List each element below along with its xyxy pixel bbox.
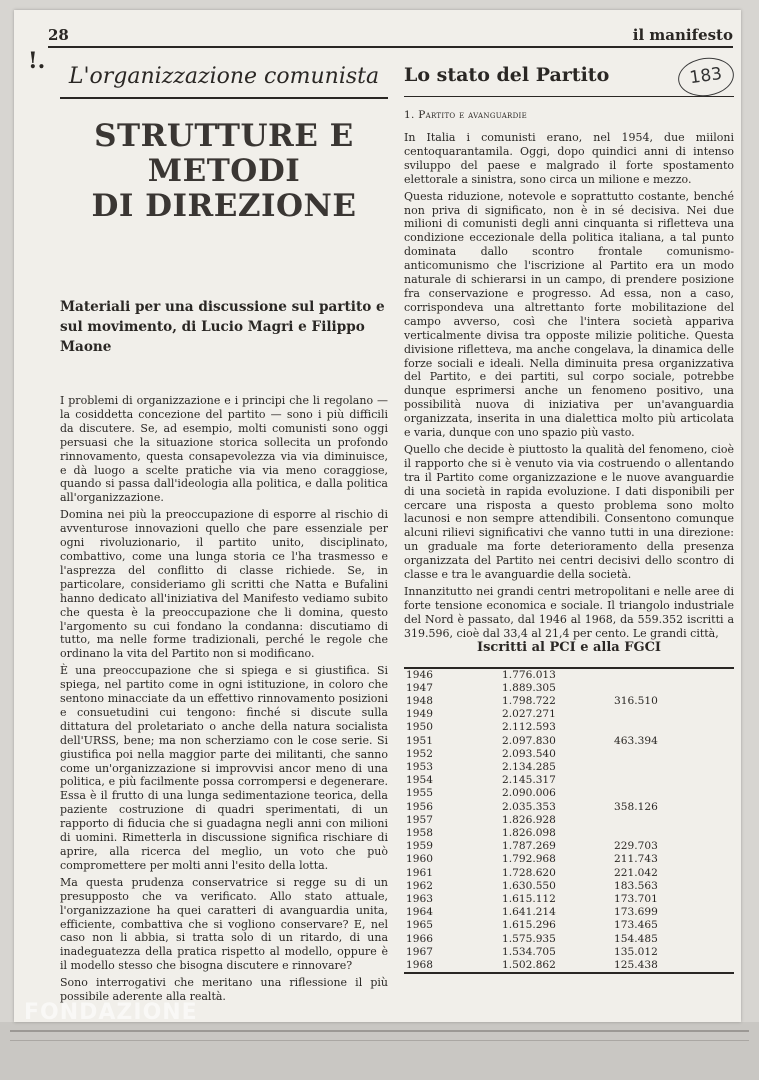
fgci-cell: 211.743 [614, 853, 658, 866]
year-cell: 1949 [406, 708, 433, 721]
subheading: 1. Partito e avanguardie [404, 109, 528, 121]
table-row [404, 919, 734, 932]
title-line: METODI [147, 153, 301, 189]
pci-cell: 1.534.705 [502, 945, 556, 958]
pci-cell: 2.145.317 [502, 774, 556, 787]
table-row [404, 814, 734, 827]
pci-cell: 1.630.550 [502, 879, 556, 892]
table-row [404, 774, 734, 787]
fgci-cell: 173.701 [614, 892, 658, 905]
table-rule-bottom [404, 972, 734, 974]
year-cell: 1958 [406, 826, 433, 839]
table-row [404, 933, 734, 946]
scan-line [10, 1030, 749, 1032]
fgci-cell: 463.394 [614, 734, 658, 747]
paragraph: Domina nei più la preoccupazione di esporre al rischio di avventurose innovazioni quello che pare essenziale per ogni rivoluzionario, il partito unito, disciplinato, combattivo, come una lunga storia ce l'ha trasmesso e l'asprezza del conflitto di classe richiede. Se, in particolare, consideriamo gli scritti che Natta e Bufalini hanno dedicato all'iniziativa del Manifesto vediamo subito che questa è la preoccupazione che li domina, questo l'argomento su cui fondano la condanna: discutiamo di tutto, ma nelle forme tradizionali, perché le regole che ordinano la vita del Partito non si modificano. [60, 508, 388, 661]
year-cell: 1956 [406, 800, 433, 813]
paragraph: In Italia i comunisti erano, nel 1954, due miiloni centoquarantamila. Oggi, dopo quindici anni di intenso sviluppo del paese e malgrado il forte spostamento elettorale a sinistra, sono circa un milione e mezzo. [404, 131, 734, 186]
table-row [404, 669, 734, 682]
year-cell: 1953 [406, 760, 433, 773]
fgci-cell: 229.703 [614, 840, 658, 853]
fgci-cell: 183.563 [614, 879, 658, 892]
paragraph: Innanzitutto nei grandi centri metropolitani e nelle aree di forte tensione economica e sociale. Il triangolo industriale del Nord è passato, dal 1946 al 1968, da 559.352 iscritti a 319.596, cioè dal 33,4 al 21,4 per cento. Le grandi città, [404, 585, 734, 640]
page-number: 28 [48, 26, 69, 44]
fgci-cell: 221.042 [614, 866, 658, 879]
table-row [404, 748, 734, 761]
pci-cell: 1.776.013 [502, 668, 556, 681]
fgci-cell: 316.510 [614, 694, 658, 707]
article-subtitle: Materiali per una discussione sul partito e sul movimento, di Lucio Magri e Filippo Maone [60, 299, 385, 355]
pci-cell: 1.787.269 [502, 840, 556, 853]
table-row [404, 735, 734, 748]
right-section-title: Lo stato del Partito [404, 64, 734, 97]
pci-cell: 1.615.296 [502, 919, 556, 932]
paragraph: I problemi di organizzazione e i principi che li regolano — la cosiddetta concezione del partito — sono i più difficili da discutere. Se, ad esempio, molti comunisti sono oggi persuasi che la situazione storica sollecita un profondo rinnovamento, questa consapevolezza via via diminuisce, e dà luogo a scelte pratiche via via meno coraggiose, quando si passa dall'ideologia alla politica, e dalla politica all'organizzazione. [60, 394, 388, 505]
header-rule [48, 46, 733, 48]
fgci-cell [614, 814, 734, 827]
article-title [60, 119, 388, 224]
table-row [404, 801, 734, 814]
fgci-cell: 173.465 [614, 919, 658, 932]
year-cell: 1946 [406, 668, 433, 681]
paragraph: Ma questa prudenza conservatrice si regge su di un presupposto che va verificato. Allo stato attuale, l'organizzazione ha quei caratteri di avanguardia unita, efficiente, combattiva che si vogliono conservare? E, nel caso non li abbia, si tratta solo di un ritardo, di una inadeguatezza della pratica rispetto al modello, oppure è il modello stesso che bisogna discutere e rinnovare? [60, 875, 388, 973]
pci-cell: 2.090.006 [502, 787, 556, 800]
pci-cell: 2.097.830 [502, 734, 556, 747]
pci-cell: 1.826.928 [502, 813, 556, 826]
year-cell: 1968 [406, 958, 433, 971]
right-column-text [404, 131, 734, 641]
table-body [404, 669, 734, 973]
pci-cell: 2.027.271 [502, 708, 556, 721]
paragraph: Sono interrogativi che meritano una riflessione il più possibile aderente alla realtà. [60, 976, 388, 1004]
fgci-cell: 358.126 [614, 800, 658, 813]
table-row [404, 867, 734, 880]
pci-cell: 1.615.112 [502, 892, 556, 905]
table-row [404, 695, 734, 708]
year-cell: 1948 [406, 694, 433, 707]
table-row [404, 880, 734, 893]
table-row [404, 708, 734, 721]
table-row [404, 721, 734, 734]
pci-cell: 2.035.353 [502, 800, 556, 813]
table-row [404, 853, 734, 866]
table-row [404, 787, 734, 800]
pci-cell: 1.889.305 [502, 681, 556, 694]
table-row [404, 906, 734, 919]
scan-line [10, 1040, 749, 1041]
year-cell: 1964 [406, 906, 433, 919]
year-cell: 1967 [406, 945, 433, 958]
pci-cell: 1.575.935 [502, 932, 556, 945]
table-row [404, 946, 734, 959]
fgci-cell [614, 787, 734, 800]
left-column-text [60, 394, 388, 1007]
margin-mark: !. [28, 48, 46, 74]
year-cell: 1955 [406, 787, 433, 800]
paragraph: È una preoccupazione che si spiega e si giustifica. Si spiega, nel partito come in ogni istituzione, in coloro che sentono minacciate da un effettivo rinnovamento posizioni e consuetudini cui tengono: finché si discute sulla dittatura del proletariato o anche della natura socialista dell'URSS, bene; ma non scherziamo con le cose serie. Si giustifica poi nella maggior parte dei militanti, che sanno come un'organizzazione si improvvisi ancor meno di una politica, e più facilmente possa corrompersi e degenerare. Essa è il frutto di una lunga sedimentazione teorica, della paziente costruzione di quadri sperimentati, di un rapporto di fiducia che si guadagna negli anni con milioni di uomini. Rimetterla in discussione significa rischiare di aprire, alla ricerca del meglio, un voto che può compromettere per molti anni l'esito della lotta. [60, 664, 388, 872]
table-row [404, 682, 734, 695]
year-cell: 1947 [406, 681, 433, 694]
page-header [48, 26, 733, 48]
pci-cell: 1.792.968 [502, 853, 556, 866]
paragraph: Questa riduzione, notevole e soprattutto costante, benché non priva di significato, non è in sé decisiva. Nei due milioni di comunisti degli anni cinquanta si rifletteva una condizione eccezionale della politica italiana, a tal punto dominata dallo scontro frontale comunismo-anticomunismo che l'iscrizione al Partito era un modo naturale di schierarsi in un campo, di prendere posizione fra conservazione e progresso. Ad essa, non a caso, corrispondeva una altrettanto forte mobilitazione del campo avverso, così che l'intera società appariva verticalmente divisa tra opposte milizie politiche. Questa divisione rifletteva, ma anche congelava, la dinamica delle forze sociali e ideali. Nella diminuita presa organizzativa del Partito, e dei partiti, sul corpo sociale, potrebbe dunque esprimersi anche un fenomeno positivo, una possibilità nuova di iniziativa per un'avanguardia organizzata, inserita in una dialettica molto più articolata e varia, dunque con uno spazio più vasto. [404, 189, 734, 440]
section-title: L'organizzazione comunista [60, 64, 388, 99]
table-row [404, 959, 734, 972]
year-cell: 1965 [406, 919, 433, 932]
title-line: STRUTTURE E [94, 118, 354, 154]
fgci-cell: 125.438 [614, 958, 658, 971]
pci-cell: 1.826.098 [502, 826, 556, 839]
table-row [404, 840, 734, 853]
membership-table [404, 640, 734, 974]
table-row [404, 761, 734, 774]
fgci-cell [614, 748, 734, 761]
table-row [404, 893, 734, 906]
fgci-cell [614, 774, 734, 787]
pci-cell: 1.502.862 [502, 958, 556, 971]
fgci-cell [614, 682, 734, 695]
handwritten-stamp: 183 [676, 54, 737, 99]
title-line: DI DIREZIONE [91, 188, 357, 224]
table-row [404, 827, 734, 840]
fgci-cell [614, 669, 734, 682]
watermark: FONDAZIONE [24, 1000, 198, 1025]
year-cell: 1954 [406, 774, 433, 787]
fgci-cell: 173.699 [614, 906, 658, 919]
table-title: Iscritti al PCI e alla FGCI [477, 640, 661, 655]
fgci-cell: 135.012 [614, 945, 658, 958]
year-cell: 1961 [406, 866, 433, 879]
pci-cell: 1.728.620 [502, 866, 556, 879]
year-cell: 1957 [406, 813, 433, 826]
pci-cell: 1.798.722 [502, 694, 556, 707]
scan-bottom-strip [0, 1022, 759, 1080]
pci-cell: 2.112.593 [502, 721, 556, 734]
fgci-cell [614, 721, 734, 734]
year-cell: 1950 [406, 721, 433, 734]
year-cell: 1960 [406, 853, 433, 866]
pci-cell: 2.093.540 [502, 747, 556, 760]
year-cell: 1951 [406, 734, 433, 747]
fgci-cell [614, 827, 734, 840]
fgci-cell: 154.485 [614, 932, 658, 945]
pci-cell: 1.641.214 [502, 906, 556, 919]
paragraph: Quello che decide è piuttosto la qualità del fenomeno, cioè il rapporto che si è venuto via via costruendo o allentando tra il Partito come organizzazione e le nuove avanguardie di una società in rapida evoluzione. I dati disponibili per cercare una risposta a questo problema sono molto lacunosi e non sempre attendibili. Consentono comunque alcuni rilievi significativi che vanno tutti in una direzione: un graduale ma forte deterioramento della presenza organizzata del Partito nei centri decisivi dello scontro di classe e tra le avanguardie della società. [404, 442, 734, 582]
year-cell: 1952 [406, 747, 433, 760]
year-cell: 1963 [406, 892, 433, 905]
left-column-head [60, 60, 388, 357]
data-table [404, 669, 734, 973]
year-cell: 1962 [406, 879, 433, 892]
year-cell: 1966 [406, 932, 433, 945]
right-column [404, 60, 734, 644]
fgci-cell [614, 761, 734, 774]
masthead: il manifesto [632, 26, 733, 44]
fgci-cell [614, 708, 734, 721]
year-cell: 1959 [406, 840, 433, 853]
pci-cell: 2.134.285 [502, 760, 556, 773]
